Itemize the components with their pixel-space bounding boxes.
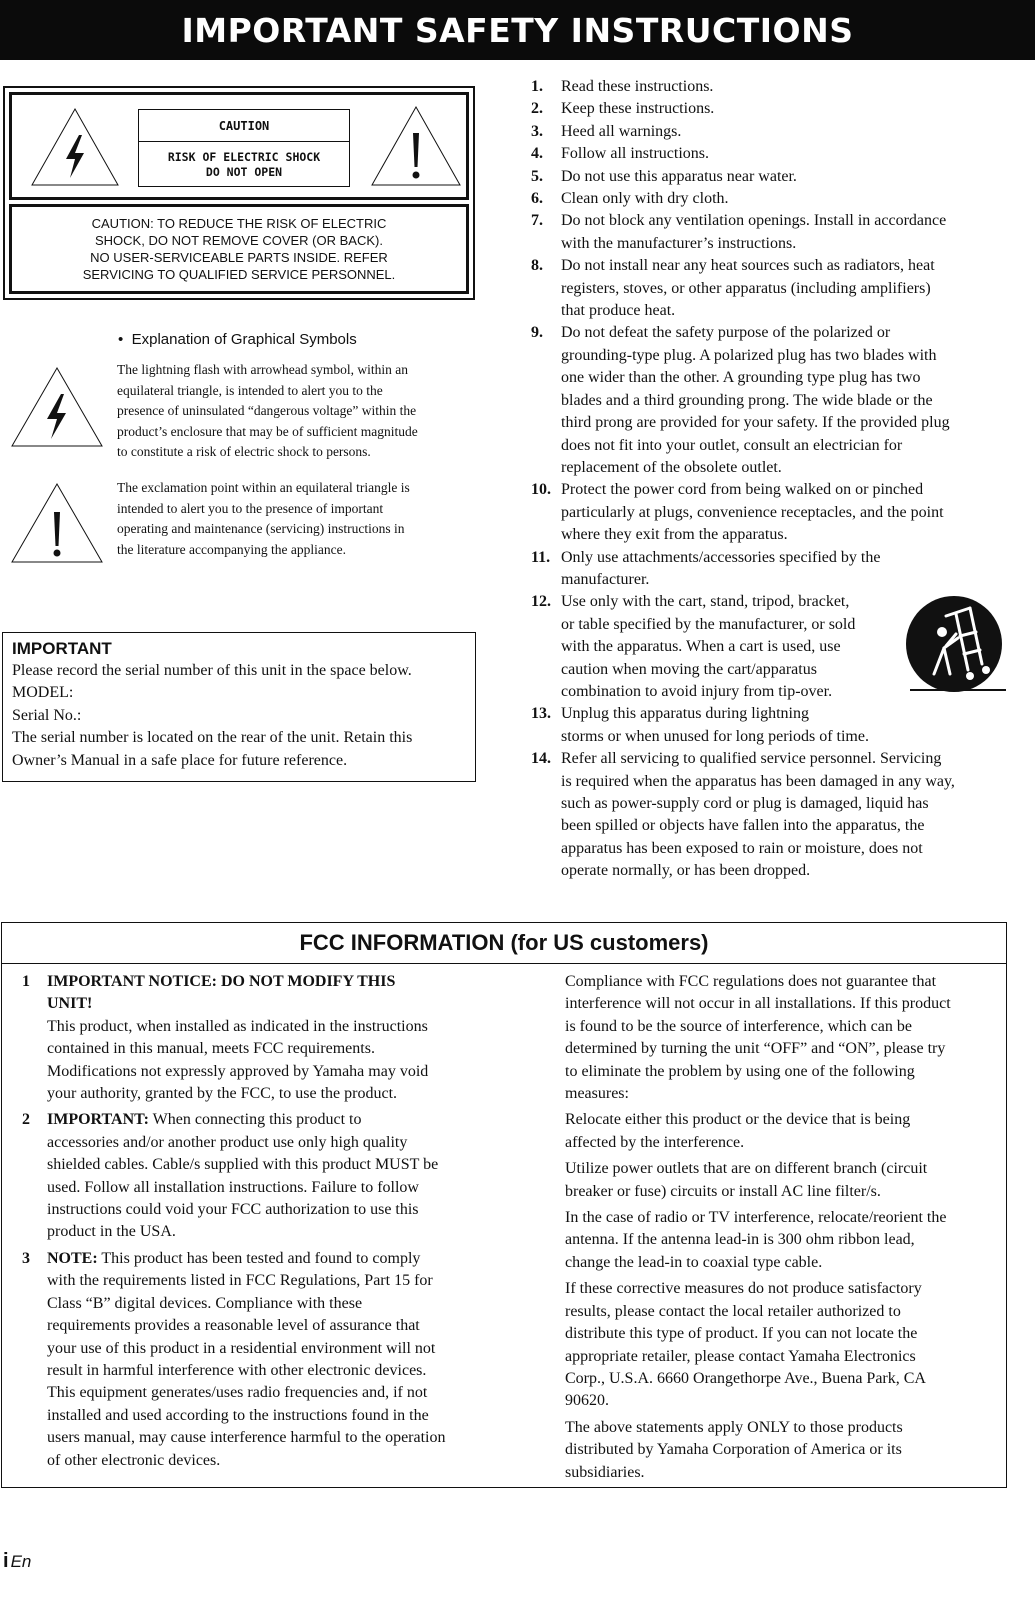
instruction-text-line: Use only with the cart, stand, tripod, bracket, bbox=[561, 593, 850, 611]
exclamation-warning-icon bbox=[370, 105, 462, 187]
fcc-compliance-text bbox=[565, 971, 1006, 1488]
fcc-paragraph bbox=[565, 1417, 1006, 1484]
caution-warning-line: SHOCK, DO NOT REMOVE COVER (OR BACK). bbox=[95, 233, 383, 248]
fcc-notice-line: Class “B” digital devices. Compliance with these bbox=[47, 1294, 363, 1312]
fcc-notice-text: When connecting this product to bbox=[148, 1111, 362, 1129]
fcc-notice-line: result in harmful interference with other electronic devices. bbox=[47, 1361, 427, 1379]
instruction-text-line: third prong are provided for your safety. If the provided plug bbox=[561, 414, 950, 432]
fcc-title: FCC INFORMATION (for US customers) bbox=[2, 923, 1006, 964]
caution-label-heading: CAUTION bbox=[139, 110, 349, 142]
text-line: intended to alert you to the presence of important bbox=[117, 500, 384, 516]
instruction-number: 11. bbox=[531, 548, 551, 566]
exclamation-symbol-description bbox=[117, 478, 477, 560]
fcc-paragraph-line: Utilize power outlets that are on different branch (circuit bbox=[565, 1160, 928, 1178]
important-line: Please record the serial number of this unit in the space below. bbox=[12, 662, 412, 679]
fcc-notice-line: of other electronic devices. bbox=[47, 1451, 221, 1469]
instruction-text-line: operate normally, or has been dropped. bbox=[561, 862, 811, 880]
text-line: presence of uninsulated “dangerous voltage” within the bbox=[117, 403, 417, 418]
instruction-number: 10. bbox=[531, 481, 551, 499]
instruction-item bbox=[531, 143, 1003, 165]
fcc-notice-line: with the requirements listed in FCC Regulations, Part 15 for bbox=[47, 1272, 433, 1290]
instruction-number: 5. bbox=[531, 167, 543, 185]
instruction-text-line: Keep these instructions. bbox=[561, 100, 715, 118]
fcc-notice-first-line bbox=[47, 1109, 490, 1131]
instruction-text-line: Clean only with dry cloth. bbox=[561, 190, 729, 208]
fcc-paragraph-line: If these corrective measures do not produce satisfactory bbox=[565, 1280, 922, 1298]
fcc-notice-lead: IMPORTANT NOTICE: DO NOT MODIFY THIS bbox=[47, 973, 396, 990]
important-line: The serial number is located on the rear of the unit. Retain this bbox=[12, 729, 413, 747]
instruction-number: 12. bbox=[531, 593, 551, 611]
fcc-paragraph-line: measures: bbox=[565, 1085, 629, 1103]
model-field-label: MODEL: bbox=[12, 684, 74, 702]
instruction-text-line: storms or when unused for long periods of time. bbox=[561, 727, 869, 745]
instruction-item bbox=[531, 188, 1003, 210]
fcc-paragraph bbox=[565, 1109, 1006, 1154]
important-heading: IMPORTANT bbox=[12, 639, 112, 658]
instruction-number: 4. bbox=[531, 145, 543, 163]
instruction-item bbox=[531, 98, 1003, 120]
instruction-item bbox=[531, 748, 1003, 882]
fcc-paragraph-line: interference will not occur in all installations. If this product bbox=[565, 995, 951, 1013]
instruction-item bbox=[531, 479, 1003, 546]
instruction-item bbox=[531, 322, 1003, 479]
fcc-paragraph-line: Corp., U.S.A. 6660 Orangethorpe Ave., Buena Park, CA bbox=[565, 1369, 926, 1387]
fcc-paragraph-line: determined by turning the unit “OFF” and “ON”, please try bbox=[565, 1040, 946, 1058]
instruction-text-line: one wider than the other. A grounding type plug has two bbox=[561, 369, 921, 387]
fcc-paragraph-line: Compliance with FCC regulations does not guarantee that bbox=[565, 973, 937, 990]
instruction-item bbox=[531, 210, 1003, 255]
fcc-paragraph-line: results, please contact the local retailer authorized to bbox=[565, 1302, 901, 1320]
instruction-item bbox=[531, 76, 1003, 98]
caution-warning-line: CAUTION: TO REDUCE THE RISK OF ELECTRIC bbox=[91, 216, 387, 231]
fcc-paragraph bbox=[565, 1207, 1006, 1274]
page-title: IMPORTANT SAFETY INSTRUCTIONS bbox=[181, 10, 854, 50]
text-line: operating and maintenance (servicing) instructions in bbox=[117, 521, 405, 536]
fcc-notice-lead-line bbox=[47, 993, 490, 1015]
instruction-text-line: Do not install near any heat sources such as radiators, heat bbox=[561, 257, 935, 275]
fcc-notice-lead: IMPORTANT: bbox=[47, 1111, 149, 1129]
instruction-text-line: Protect the power cord from being walked on or pinched bbox=[561, 481, 924, 499]
fcc-notice-lead: UNIT! bbox=[47, 995, 93, 1013]
fcc-notice-text: This product has been tested and found to comply bbox=[97, 1249, 421, 1267]
instruction-number: 8. bbox=[531, 257, 543, 275]
fcc-notice-line: product in the USA. bbox=[47, 1223, 176, 1241]
cart-tip-over-warning-icon bbox=[900, 592, 1008, 696]
fcc-paragraph bbox=[565, 1278, 1006, 1412]
instruction-text-line: or table specified by the manufacturer, or sold bbox=[561, 615, 856, 633]
fcc-paragraph-line: subsidiaries. bbox=[565, 1463, 645, 1481]
instruction-text-line: is required when the apparatus has been damaged in any way, bbox=[561, 772, 955, 790]
instruction-text-line: Unplug this apparatus during lightning bbox=[561, 705, 809, 723]
instruction-text-line: Refer all servicing to qualified service personnel. Servicing bbox=[561, 750, 942, 768]
fcc-paragraph-line: In the case of radio or TV interference, relocate/reorient the bbox=[565, 1209, 947, 1227]
language-code: En bbox=[10, 1552, 32, 1571]
instruction-text-line: Do not defeat the safety purpose of the polarized or bbox=[561, 324, 891, 342]
caution-label-line: DO NOT OPEN bbox=[205, 165, 283, 179]
fcc-notice-line: requirements provides a reasonable level of assurance that bbox=[47, 1317, 420, 1335]
lightning-symbol-description bbox=[117, 360, 477, 463]
text-line: equilateral triangle, is intended to alert you to the bbox=[117, 382, 383, 398]
instruction-number: 13. bbox=[531, 705, 551, 723]
symbols-heading bbox=[118, 331, 357, 348]
fcc-notice-number: 3 bbox=[22, 1249, 30, 1267]
fcc-notice-line: Modifications not expressly approved by Yamaha may void bbox=[47, 1062, 429, 1080]
instruction-item bbox=[531, 255, 1003, 322]
instruction-text-line: with the apparatus. When a cart is used, use bbox=[561, 638, 841, 656]
fcc-notice-first-line bbox=[47, 1248, 490, 1270]
caution-label bbox=[138, 109, 350, 187]
instruction-text-line: particularly at plugs, convenience receptacles, and the point bbox=[561, 503, 944, 521]
fcc-paragraph-line: affected by the interference. bbox=[565, 1133, 745, 1151]
instruction-number: 6. bbox=[531, 190, 543, 208]
fcc-notice-line: your authority, granted by the FCC, to use the product. bbox=[47, 1085, 398, 1103]
fcc-notice-line: contained in this manual, meets FCC requirements. bbox=[47, 1040, 375, 1058]
bullet-icon: • bbox=[118, 331, 124, 348]
fcc-paragraph-line: 90620. bbox=[565, 1392, 609, 1410]
page-number-value: i bbox=[3, 1550, 9, 1572]
fcc-paragraph-line: appropriate retailer, please contact Yamaha Electronics bbox=[565, 1347, 916, 1365]
caution-box bbox=[3, 86, 475, 300]
fcc-paragraph-line: distributed by Yamaha Corporation of America or its bbox=[565, 1441, 902, 1459]
instruction-text-line: grounding-type plug. A polarized plug has two blades with bbox=[561, 346, 937, 364]
instruction-number: 9. bbox=[531, 324, 543, 342]
fcc-paragraph-line: breaker or fuse) circuits or install AC line filter/s. bbox=[565, 1182, 881, 1200]
fcc-notice-line: users manual, may cause interference harmful to the operation bbox=[47, 1429, 446, 1447]
text-line: to constitute a risk of electric shock to persons. bbox=[117, 444, 371, 459]
fcc-paragraph-line: is found to be the source of interference, which can be bbox=[565, 1017, 912, 1035]
instruction-text-line: Do not block any ventilation openings. Install in accordance bbox=[561, 212, 947, 230]
fcc-notice-line: shielded cables. Cable/s supplied with this product MUST be bbox=[47, 1156, 439, 1174]
fcc-notice-lead: NOTE: bbox=[47, 1249, 98, 1267]
fcc-notice-item bbox=[22, 971, 490, 1105]
instruction-text-line: registers, stoves, or other apparatus (including amplifiers) bbox=[561, 279, 931, 297]
instruction-number: 3. bbox=[531, 122, 543, 140]
fcc-notice-line: accessories and/or another product use only high quality bbox=[47, 1133, 408, 1151]
fcc-paragraph bbox=[565, 971, 1006, 1105]
fcc-notice-line: your use of this product in a residential environment will not bbox=[47, 1339, 436, 1357]
caution-warning-line: NO USER-SERVICEABLE PARTS INSIDE. REFER bbox=[90, 250, 388, 265]
caution-label-line: RISK OF ELECTRIC SHOCK bbox=[167, 150, 321, 164]
fcc-paragraph-line: antenna. If the antenna lead-in is 300 ohm ribbon lead, bbox=[565, 1231, 915, 1249]
text-line: The exclamation point within an equilateral triangle is bbox=[117, 480, 410, 495]
instruction-text-line: Follow all instructions. bbox=[561, 145, 709, 163]
instruction-text-line: caution when moving the cart/apparatus bbox=[561, 660, 817, 678]
important-line: Owner’s Manual in a safe place for future reference. bbox=[12, 751, 348, 769]
text-line: the literature accompanying the appliance. bbox=[117, 541, 347, 557]
fcc-paragraph-line: The above statements apply ONLY to those products bbox=[565, 1418, 903, 1436]
fcc-paragraph-line: change the lead-in to coaxial type cable. bbox=[565, 1253, 823, 1271]
instruction-text-line: Read these instructions. bbox=[561, 78, 714, 95]
fcc-notice-item bbox=[22, 1248, 490, 1472]
page-number bbox=[3, 1550, 31, 1573]
fcc-notice-number: 1 bbox=[22, 973, 30, 990]
instruction-text-line: that produce heat. bbox=[561, 302, 676, 320]
fcc-notice-number: 2 bbox=[22, 1111, 30, 1129]
fcc-paragraph bbox=[565, 1158, 1006, 1203]
instruction-text-line: where they exit from the apparatus. bbox=[561, 526, 788, 544]
fcc-notice-list bbox=[22, 971, 490, 1476]
fcc-notice-line: instructions could void your FCC authorization to use this bbox=[47, 1201, 419, 1219]
instruction-item bbox=[531, 547, 1003, 592]
lightning-symbol-icon bbox=[10, 366, 104, 448]
instruction-item bbox=[531, 166, 1003, 188]
fcc-notice-item bbox=[22, 1109, 490, 1243]
page-title-bar bbox=[0, 0, 1035, 60]
exclamation-symbol-icon bbox=[10, 482, 104, 564]
fcc-paragraph-line: to eliminate the problem by using one of the following bbox=[565, 1062, 915, 1080]
fcc-notice-line: used. Follow all installation instructions. Failure to follow bbox=[47, 1178, 419, 1196]
instruction-text-line: blades and a third grounding prong. The wide blade or the bbox=[561, 391, 933, 409]
instruction-text-line: does not fit into your outlet, consult an electrician for bbox=[561, 436, 903, 454]
text-line: The lightning flash with arrowhead symbol, within an bbox=[117, 362, 408, 377]
instruction-text-line: Heed all warnings. bbox=[561, 122, 682, 140]
fcc-paragraph-line: Relocate either this product or the device that is being bbox=[565, 1111, 911, 1129]
caution-warning-line: SERVICING TO QUALIFIED SERVICE PERSONNEL. bbox=[82, 267, 396, 282]
fcc-notice-line: This equipment generates/uses radio frequencies and, if not bbox=[47, 1384, 428, 1402]
instruction-item bbox=[531, 703, 1003, 748]
instruction-number: 1. bbox=[531, 78, 543, 95]
text-line: product’s enclosure that may be of sufficient magnitude bbox=[117, 423, 418, 439]
instruction-text-line: replacement of the obsolete outlet. bbox=[561, 458, 782, 476]
instruction-number: 7. bbox=[531, 212, 543, 230]
instruction-text-line: with the manufacturer’s instructions. bbox=[561, 234, 797, 252]
symbols-heading-text: Explanation of Graphical Symbols bbox=[131, 331, 357, 348]
caution-warning-panel bbox=[9, 204, 469, 294]
instruction-text-line: Do not use this apparatus near water. bbox=[561, 167, 797, 185]
instruction-text-line: such as power-supply cord or plug is damaged, liquid has bbox=[561, 795, 929, 812]
caution-top-panel bbox=[9, 92, 469, 200]
instruction-text-line: been spilled or objects have fallen into the apparatus, the bbox=[561, 817, 925, 835]
safety-instructions-list bbox=[531, 76, 1003, 883]
instruction-text-line: manufacturer. bbox=[561, 570, 650, 588]
instruction-number: 2. bbox=[531, 100, 543, 118]
fcc-notice-line: This product, when installed as indicated in the instructions bbox=[47, 1017, 428, 1035]
serial-field-label: Serial No.: bbox=[12, 706, 82, 724]
instruction-text-line: Only use attachments/accessories specified by the bbox=[561, 548, 881, 566]
fcc-information-box bbox=[1, 922, 1007, 1488]
instruction-text-line: apparatus has been exposed to rain or moisture, does not bbox=[561, 839, 923, 857]
lightning-warning-icon bbox=[30, 107, 120, 187]
fcc-notice-line: installed and used according to the instructions found in the bbox=[47, 1406, 429, 1424]
fcc-paragraph-line: distribute this type of product. If you can not locate the bbox=[565, 1325, 918, 1343]
important-notice-box bbox=[2, 632, 476, 782]
instruction-item bbox=[531, 121, 1003, 143]
instruction-text-line: combination to avoid injury from tip-over. bbox=[561, 682, 833, 700]
instruction-number: 14. bbox=[531, 750, 551, 768]
fcc-notice-first-line bbox=[47, 971, 490, 993]
